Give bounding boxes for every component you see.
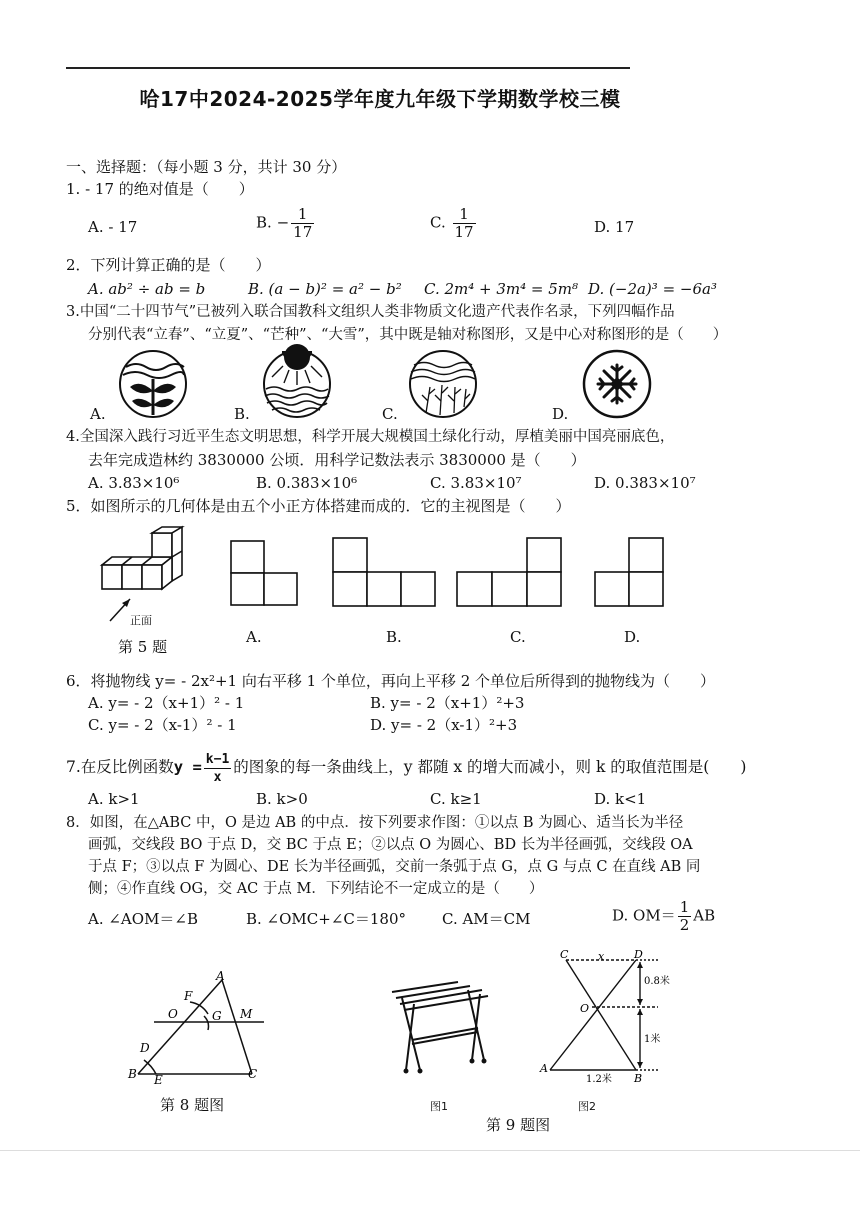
q8-point-b-label: B (128, 1067, 137, 1081)
q3-option-a: A. (90, 405, 106, 423)
lixia-emblem-icon (262, 349, 332, 419)
q6-option-c: C. y= - 2（x-1）² - 1 (88, 716, 237, 734)
q8-option-d-post: AB (693, 906, 716, 925)
q4-option-c: C. 3.83×10⁷ (430, 474, 522, 492)
q5-view-c (456, 537, 562, 607)
q8-option-c: C. AM＝CM (442, 910, 531, 928)
q5-view-a (230, 540, 298, 606)
q7-option-d: D. k<1 (594, 790, 647, 808)
q9-fig2-label: 图2 (578, 1100, 596, 1113)
q5-option-b: B. (386, 628, 402, 646)
q7-fraction (204, 751, 231, 786)
q5-solid-figure (96, 525, 206, 625)
q7-numerator: k−1 (205, 751, 230, 767)
page-title: 哈17中2024-2025学年度九年级下学期数学校三模 (139, 87, 621, 111)
q9-point-o-label: O (580, 1002, 590, 1015)
q6-option-d: D. y= - 2（x-1）²+3 (370, 716, 518, 734)
q4-option-b: B. 0.383×10⁶ (256, 474, 358, 492)
q1-option-a: A. - 17 (88, 218, 138, 236)
q1-option-b-fraction (291, 206, 314, 241)
q4-option-d: D. 0.383×10⁷ (594, 474, 696, 492)
q8-point-f-label: F (184, 989, 193, 1003)
q9-dim-side: 1米 (644, 1034, 661, 1045)
q7-y-symbol: y = (173, 758, 202, 776)
q4-line-2: 去年完成造林约 3830000 公顷．用科学记数法表示 3830000 是（ ） (88, 451, 586, 469)
lichun-emblem-icon (118, 349, 188, 419)
q8-point-g-label: G (212, 1009, 222, 1023)
q9-fig1-label: 图1 (430, 1100, 448, 1113)
q6-stem: 6．将抛物线 y= - 2x²+1 向右平移 1 个单位，再向上平移 2 个单位后所得到的抛物线为（ ） (66, 672, 716, 690)
q4-option-a: A. 3.83×10⁶ (88, 474, 180, 492)
q8-line-4: 侧；④作直线 OG，交 AC 于点 M．下列结论不一定成立的是（ ） (88, 881, 544, 897)
q8-point-d-label: D (140, 1041, 150, 1055)
q1-option-b-sign: − (276, 213, 290, 232)
q5-view-b (332, 537, 436, 607)
q1-option-b (256, 206, 316, 241)
q1-option-d: D. 17 (594, 218, 635, 236)
q7-option-c: C. k≥1 (430, 790, 482, 808)
q5-option-a: A. (246, 628, 262, 646)
q1-option-b-label: B. (256, 213, 272, 232)
q8-point-m-label: M (240, 1007, 253, 1021)
q7-stem-post: 的图象的每一条曲线上，y 都随 x 的增大而减小，则 k 的取值范围是( ) (233, 758, 747, 776)
q8-option-d-fraction (678, 899, 692, 934)
q8-option-b: B. ∠OMC+∠C＝180° (246, 910, 407, 928)
q2-stem: 2．下列计算正确的是（ ） (66, 256, 271, 274)
q5-option-c: C. (510, 628, 526, 646)
section-heading: 一、选择题：（每小题 3 分，共计 30 分） (66, 158, 347, 176)
q3-line-1: 3.中国“二十四节气”已被列入联合国教科文组织人类非物质文化遗产代表作名录，下列四幅作品 (66, 304, 675, 320)
q9-point-b-label: B (634, 1072, 643, 1085)
q2-option-d: D. (−2a)³ = −6a³ (588, 280, 717, 298)
q1-b-denominator: 17 (293, 223, 313, 241)
daxue-emblem-icon (582, 349, 652, 419)
q5-stem: 5．如图所示的几何体是由五个小正方体搭建而成的．它的主视图是（ ） (66, 497, 571, 515)
q8-d-numerator: 1 (679, 898, 690, 916)
q5-front-label: 正面 (130, 614, 152, 627)
q8-line-1: 8．如图，在△ABC 中，O 是边 AB 的中点．按下列要求作图：①以点 B 为圆心、适当长为半径 (66, 815, 684, 831)
q8-option-a: A. ∠AOM＝∠B (88, 910, 199, 928)
q8-line-3: 于点 F；③以点 F 为圆心、DE 长为半径画弧，交前一条弧于点 G，点 G 与点 C 在直线 AB 同 (88, 859, 701, 875)
q1-option-c-fraction (453, 206, 476, 241)
q8-point-c-label: C (248, 1067, 258, 1081)
q9-point-d-label: D (634, 948, 643, 961)
q8-point-a-label: A (216, 969, 225, 983)
header-rule (66, 67, 630, 69)
q7-stem-pre: 7.在反比例函数 (66, 758, 174, 776)
q8-point-e-label: E (154, 1073, 163, 1087)
q9-cross-diagram (536, 950, 676, 1090)
q9-point-a-label: A (540, 1062, 548, 1075)
q8-option-d (612, 899, 715, 934)
q3-line-2: 分别代表“立春”、“立夏”、“芒种”、“大雪”，其中既是轴对称图形，又是中心对称图形的是（ ） (88, 327, 728, 343)
q8-d-denominator: 2 (679, 916, 690, 934)
footer-rule (0, 1150, 860, 1151)
q1-c-denominator: 17 (454, 223, 474, 241)
q5-option-d: D. (624, 628, 641, 646)
q7-denominator: x (213, 769, 222, 785)
q8-point-o-label: O (168, 1007, 178, 1021)
q5-view-d (594, 537, 664, 607)
q2-option-a: A. ab² ÷ ab = b (88, 280, 206, 298)
q8-line-2: 画弧，交线段 BO 于点 D，交 BC 于点 E；②以点 O 为圆心、BD 长为半径画弧，交线段 OA (88, 837, 693, 853)
q9-figure-caption: 第 9 题图 (486, 1116, 551, 1134)
q8-figure-caption: 第 8 题图 (160, 1096, 225, 1114)
q7-stem (66, 750, 746, 786)
q3-option-c: C. (382, 405, 398, 423)
q4-line-1: 4.全国深入践行习近平生态文明思想，科学开展大规模国土绿化行动，厚植美丽中国亮丽底色， (66, 429, 675, 445)
q3-option-d: D. (552, 405, 569, 423)
q9-x-label: x (598, 950, 605, 963)
q1-c-numerator: 1 (453, 206, 476, 224)
q9-dim-bottom: 1.2米 (586, 1074, 612, 1085)
q8-triangle-figure (128, 968, 278, 1088)
q1-stem: 1. - 17 的绝对值是（ ） (66, 180, 254, 198)
q1-option-c-label: C. (430, 213, 446, 232)
q8-option-d-pre: D. OM＝ (612, 906, 676, 925)
q1-b-numerator: 1 (291, 206, 314, 224)
q1-option-c (430, 206, 478, 241)
q9-point-c-label: C (560, 948, 569, 961)
q7-option-b: B. k>0 (256, 790, 308, 808)
q2-option-b: B. (a − b)² = a² − b² (248, 280, 402, 298)
mangzhong-emblem-icon (408, 349, 478, 419)
q7-option-a: A. k>1 (88, 790, 140, 808)
q2-option-c: C. 2m⁴ + 3m⁴ = 5m⁸ (424, 280, 579, 298)
q5-caption: 第 5 题 (118, 638, 168, 656)
q9-dim-top: 0.8米 (644, 976, 670, 987)
q3-option-b: B. (234, 405, 250, 423)
q9-drying-rack-figure (388, 978, 496, 1078)
q6-option-a: A. y= - 2（x+1）² - 1 (88, 694, 245, 712)
q6-option-b: B. y= - 2（x+1）²+3 (370, 694, 525, 712)
